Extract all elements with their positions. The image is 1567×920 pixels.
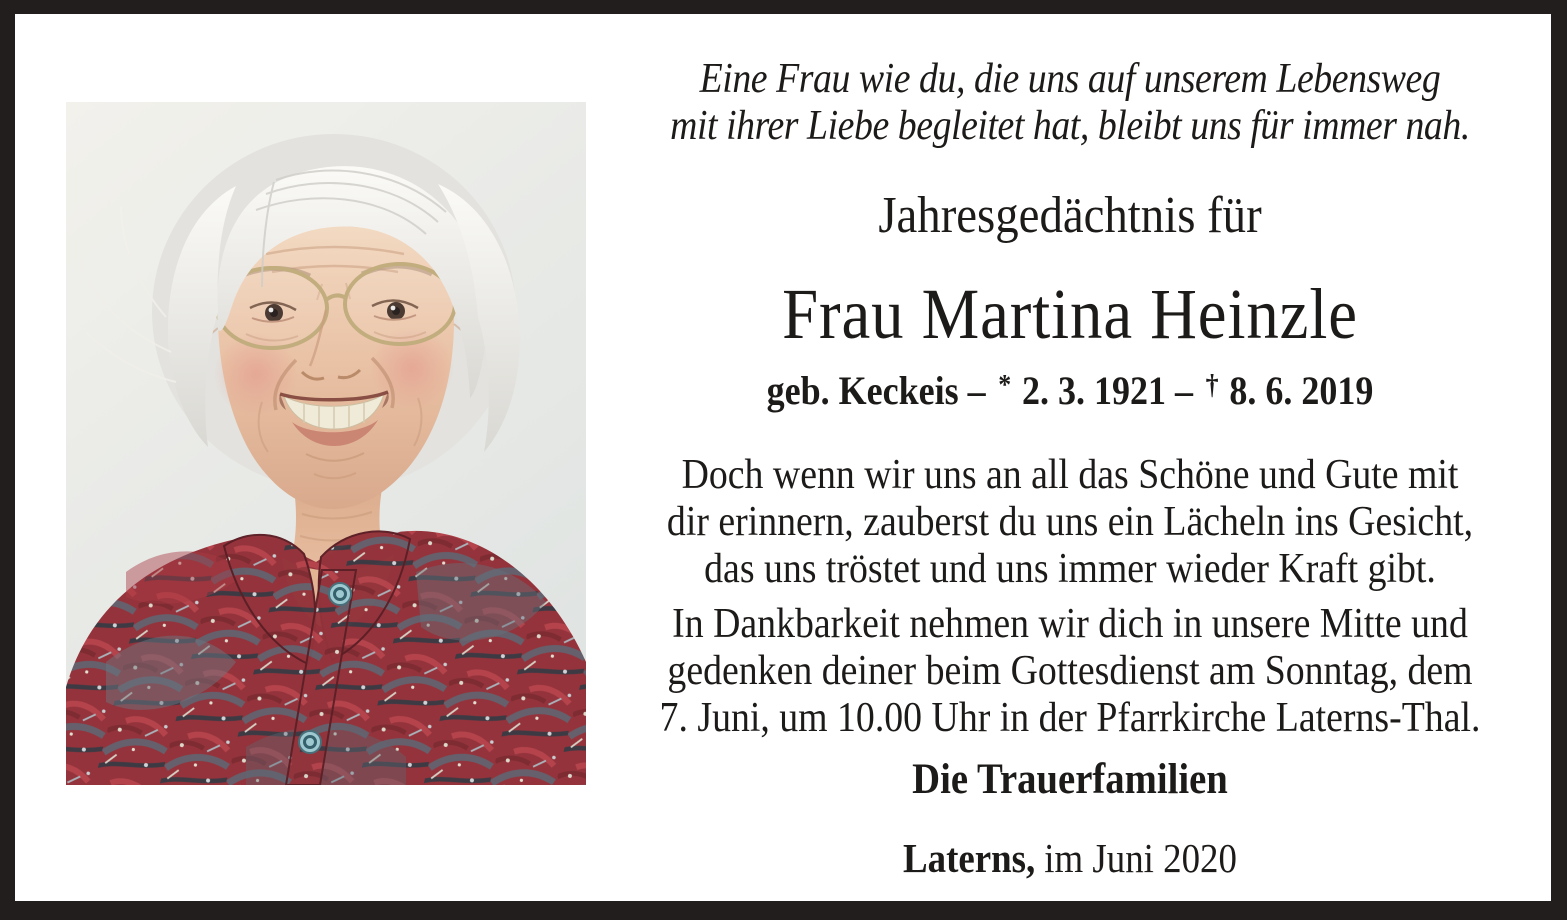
- closing-line: [643, 835, 1496, 881]
- epigraph: [643, 56, 1496, 150]
- text-line: 7. Juni, um 10.00 Uhr in der Pfarrkirche Laterns-Thal.: [659, 694, 1481, 741]
- maiden-name: geb. Keckeis –: [766, 367, 986, 413]
- birth-date: 2. 3. 1921 –: [1021, 367, 1193, 413]
- announcement-text: [643, 56, 1496, 881]
- blouse-button: [329, 583, 351, 605]
- death-date: 8. 6. 2019: [1229, 367, 1374, 413]
- epigraph-line: Eine Frau wie du, die uns auf unserem Lebensweg: [699, 56, 1441, 102]
- portrait-photo: [66, 102, 586, 785]
- birth-star-symbol: *: [998, 369, 1012, 401]
- closing-place: Laterns,: [903, 834, 1036, 881]
- portrait-illustration: [66, 102, 586, 785]
- death-cross-symbol: †: [1205, 369, 1219, 401]
- deceased-name: Frau Martina Heinzle: [782, 274, 1358, 354]
- service-invitation-text: [643, 601, 1496, 742]
- text-line: In Dankbarkeit nehmen wir dich in unsere Mitte und: [672, 600, 1468, 647]
- text-line: das uns tröstet und uns immer wieder Kraft gibt.: [704, 545, 1436, 592]
- text-line: dir erinnern, zauberst du uns ein Lächeln ins Gesicht,: [666, 498, 1474, 545]
- epigraph-line: mit ihrer Liebe begleitet hat, bleibt uns für immer nah.: [670, 103, 1470, 149]
- blouse-button: [299, 731, 321, 753]
- closing-date: im Juni 2020: [1044, 834, 1237, 881]
- text-line: gedenken deiner beim Gottesdienst am Sonntag, dem: [667, 647, 1473, 694]
- mourning-families-signature: Die Trauerfamilien: [912, 755, 1228, 803]
- text-line: Doch wenn wir uns an all das Schöne und Gute mit: [681, 451, 1459, 498]
- life-dates: [643, 362, 1496, 414]
- remembrance-text: [643, 452, 1496, 593]
- occasion-title: Jahresgedächtnis für: [878, 187, 1262, 244]
